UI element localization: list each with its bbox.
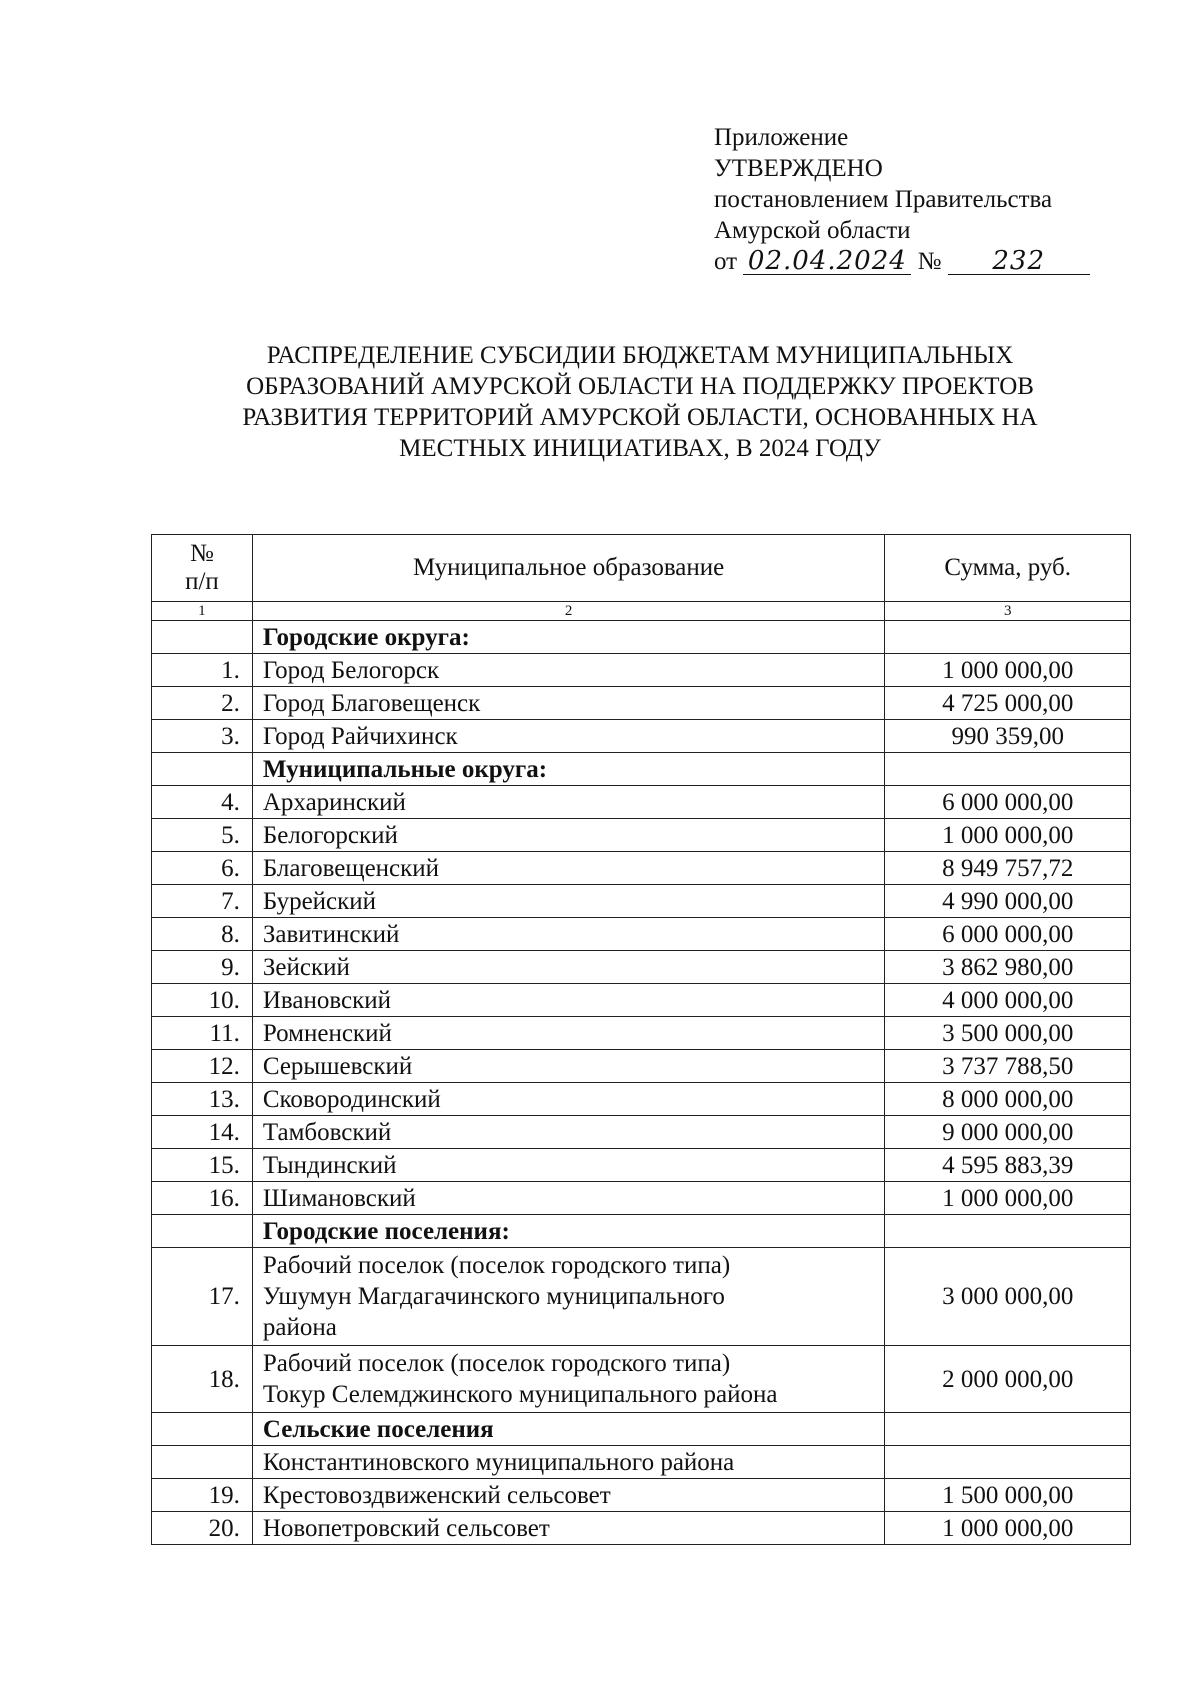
subsidy-amount bbox=[885, 1413, 1131, 1446]
approval-line-appendix: Приложение bbox=[714, 124, 849, 151]
section-heading: Городские поселения: bbox=[252, 1215, 885, 1248]
handwritten-number: 232 bbox=[948, 248, 1090, 275]
document-title bbox=[150, 340, 1130, 464]
table-row bbox=[152, 1215, 1131, 1248]
municipality-name: Сковородинский bbox=[252, 1083, 885, 1116]
row-number: 7. bbox=[152, 885, 253, 918]
municipality-name: Ивановский bbox=[252, 984, 885, 1017]
subsidy-amount: 1 000 000,00 bbox=[885, 1182, 1131, 1215]
table-row bbox=[152, 687, 1131, 720]
subsidy-amount: 4 990 000,00 bbox=[885, 885, 1131, 918]
row-number: 15. bbox=[152, 1149, 253, 1182]
municipality-name: Тамбовский bbox=[252, 1116, 885, 1149]
table-row bbox=[152, 852, 1131, 885]
municipality-name-line: района bbox=[262, 1314, 337, 1341]
municipality-name: Константиновского муниципального района bbox=[252, 1446, 885, 1479]
header-num bbox=[152, 535, 253, 602]
row-number: 8. bbox=[152, 918, 253, 951]
subsidy-amount: 4 595 883,39 bbox=[885, 1149, 1131, 1182]
subsidy-amount: 4 000 000,00 bbox=[885, 984, 1131, 1017]
municipality-name: Архаринский bbox=[252, 786, 885, 819]
subsidy-amount: 1 000 000,00 bbox=[885, 654, 1131, 687]
row-number: 5. bbox=[152, 819, 253, 852]
municipality-name: Тындинский bbox=[252, 1149, 885, 1182]
municipality-name: Белогорский bbox=[252, 819, 885, 852]
municipality-name: Новопетровский сельсовет bbox=[252, 1512, 885, 1545]
header-num-sign: № bbox=[189, 540, 214, 567]
row-number bbox=[152, 621, 253, 654]
row-number: 3. bbox=[152, 720, 253, 753]
row-number bbox=[152, 1413, 253, 1446]
row-number: 12. bbox=[152, 1050, 253, 1083]
subsidy-amount bbox=[885, 1446, 1131, 1479]
table-row bbox=[152, 984, 1131, 1017]
subsidy-amount bbox=[885, 753, 1131, 786]
subsidy-amount: 3 862 980,00 bbox=[885, 951, 1131, 984]
municipality-name-line: Ушумун Магдагачинского муниципального bbox=[262, 1283, 725, 1310]
row-number: 9. bbox=[152, 951, 253, 984]
table-row bbox=[152, 1479, 1131, 1512]
subsidy-amount: 8 000 000,00 bbox=[885, 1083, 1131, 1116]
header-num-pp: п/п bbox=[185, 568, 219, 595]
municipality-name: Ромненский bbox=[252, 1017, 885, 1050]
subsidy-amount: 990 359,00 bbox=[885, 720, 1131, 753]
approval-date-line bbox=[714, 246, 1114, 277]
handwritten-date: 02.04.2024 bbox=[743, 248, 911, 275]
table-row bbox=[152, 885, 1131, 918]
table-row bbox=[152, 753, 1131, 786]
title-line: РАСПРЕДЕЛЕНИЕ СУБСИДИИ БЮДЖЕТАМ МУНИЦИПАЛЬНЫХ bbox=[266, 342, 1014, 369]
subsidy-amount: 2 000 000,00 bbox=[885, 1346, 1131, 1413]
title-line: МЕСТНЫХ ИНИЦИАТИВАХ, В 2024 ГОДУ bbox=[399, 435, 881, 462]
approval-line-approved: УТВЕРЖДЕНО bbox=[714, 155, 883, 182]
row-number: 13. bbox=[152, 1083, 253, 1116]
municipality-name: Город Белогорск bbox=[252, 654, 885, 687]
row-number: 14. bbox=[152, 1116, 253, 1149]
row-number: 6. bbox=[152, 852, 253, 885]
municipality-name bbox=[252, 1248, 885, 1346]
table-row bbox=[152, 1149, 1131, 1182]
row-number: 16. bbox=[152, 1182, 253, 1215]
table-row bbox=[152, 1346, 1131, 1413]
subsidy-amount: 9 000 000,00 bbox=[885, 1116, 1131, 1149]
row-number: 4. bbox=[152, 786, 253, 819]
subsidy-amount: 6 000 000,00 bbox=[885, 786, 1131, 819]
subsidy-amount: 3 000 000,00 bbox=[885, 1248, 1131, 1346]
row-number: 2. bbox=[152, 687, 253, 720]
table-row bbox=[152, 1413, 1131, 1446]
row-number bbox=[152, 1215, 253, 1248]
subsidy-amount: 3 737 788,50 bbox=[885, 1050, 1131, 1083]
table-row bbox=[152, 1512, 1131, 1545]
subsidy-amount: 1 500 000,00 bbox=[885, 1479, 1131, 1512]
date-prefix: от bbox=[714, 248, 738, 275]
table-row bbox=[152, 1116, 1131, 1149]
column-index: 3 bbox=[885, 602, 1131, 621]
table-row bbox=[152, 918, 1131, 951]
municipality-name: Завитинский bbox=[252, 918, 885, 951]
municipality-name-line: Рабочий поселок (поселок городского типа) bbox=[262, 1252, 731, 1279]
section-heading: Муниципальные округа: bbox=[252, 753, 885, 786]
table-row bbox=[152, 1017, 1131, 1050]
table-row bbox=[152, 786, 1131, 819]
subsidy-amount: 4 725 000,00 bbox=[885, 687, 1131, 720]
table-row bbox=[152, 621, 1131, 654]
municipality-name: Крестовоздвиженский сельсовет bbox=[252, 1479, 885, 1512]
subsidy-amount bbox=[885, 621, 1131, 654]
row-number: 11. bbox=[152, 1017, 253, 1050]
row-number: 17. bbox=[152, 1248, 253, 1346]
row-number: 10. bbox=[152, 984, 253, 1017]
column-index-row bbox=[152, 602, 1131, 621]
municipality-name: Бурейский bbox=[252, 885, 885, 918]
column-index: 2 bbox=[252, 602, 885, 621]
table-row bbox=[152, 654, 1131, 687]
table-row bbox=[152, 1182, 1131, 1215]
section-heading: Сельские поселения bbox=[252, 1413, 885, 1446]
subsidy-amount: 6 000 000,00 bbox=[885, 918, 1131, 951]
row-number: 19. bbox=[152, 1479, 253, 1512]
municipality-name: Шимановский bbox=[252, 1182, 885, 1215]
table-row bbox=[152, 1050, 1131, 1083]
municipality-name-line: Рабочий поселок (поселок городского типа) bbox=[262, 1350, 731, 1377]
municipality-name-line: Токур Селемджинского муниципального района bbox=[262, 1381, 778, 1408]
subsidy-amount: 1 000 000,00 bbox=[885, 1512, 1131, 1545]
title-line: РАЗВИТИЯ ТЕРРИТОРИЙ АМУРСКОЙ ОБЛАСТИ, ОСНОВАННЫХ НА bbox=[242, 404, 1038, 431]
number-prefix: № bbox=[917, 248, 942, 275]
table-row bbox=[152, 819, 1131, 852]
approval-block bbox=[714, 122, 1114, 277]
column-index: 1 bbox=[152, 602, 253, 621]
table-row bbox=[152, 951, 1131, 984]
table-row bbox=[152, 1446, 1131, 1479]
header-name: Муниципальное образование bbox=[252, 535, 885, 602]
municipality-name: Город Благовещенск bbox=[252, 687, 885, 720]
row-number: 1. bbox=[152, 654, 253, 687]
subsidy-amount: 8 949 757,72 bbox=[885, 852, 1131, 885]
municipality-name: Город Райчихинск bbox=[252, 720, 885, 753]
header-sum: Сумма, руб. bbox=[885, 535, 1131, 602]
table-row bbox=[152, 1083, 1131, 1116]
approval-line-region: Амурской области bbox=[714, 217, 911, 244]
subsidy-amount: 1 000 000,00 bbox=[885, 819, 1131, 852]
municipality-name: Благовещенский bbox=[252, 852, 885, 885]
row-number bbox=[152, 753, 253, 786]
title-line: ОБРАЗОВАНИЙ АМУРСКОЙ ОБЛАСТИ НА ПОДДЕРЖКУ ПРОЕКТОВ bbox=[246, 373, 1034, 400]
table-header-row bbox=[152, 535, 1131, 602]
subsidy-amount: 3 500 000,00 bbox=[885, 1017, 1131, 1050]
section-heading: Городские округа: bbox=[252, 621, 885, 654]
approval-line-resolution: постановлением Правительства bbox=[714, 186, 1053, 213]
table-row bbox=[152, 1248, 1131, 1346]
subsidy-amount bbox=[885, 1215, 1131, 1248]
municipality-name bbox=[252, 1346, 885, 1413]
row-number bbox=[152, 1446, 253, 1479]
subsidy-table bbox=[151, 534, 1131, 1545]
row-number: 20. bbox=[152, 1512, 253, 1545]
municipality-name: Серышевский bbox=[252, 1050, 885, 1083]
table-row bbox=[152, 720, 1131, 753]
row-number: 18. bbox=[152, 1346, 253, 1413]
municipality-name: Зейский bbox=[252, 951, 885, 984]
